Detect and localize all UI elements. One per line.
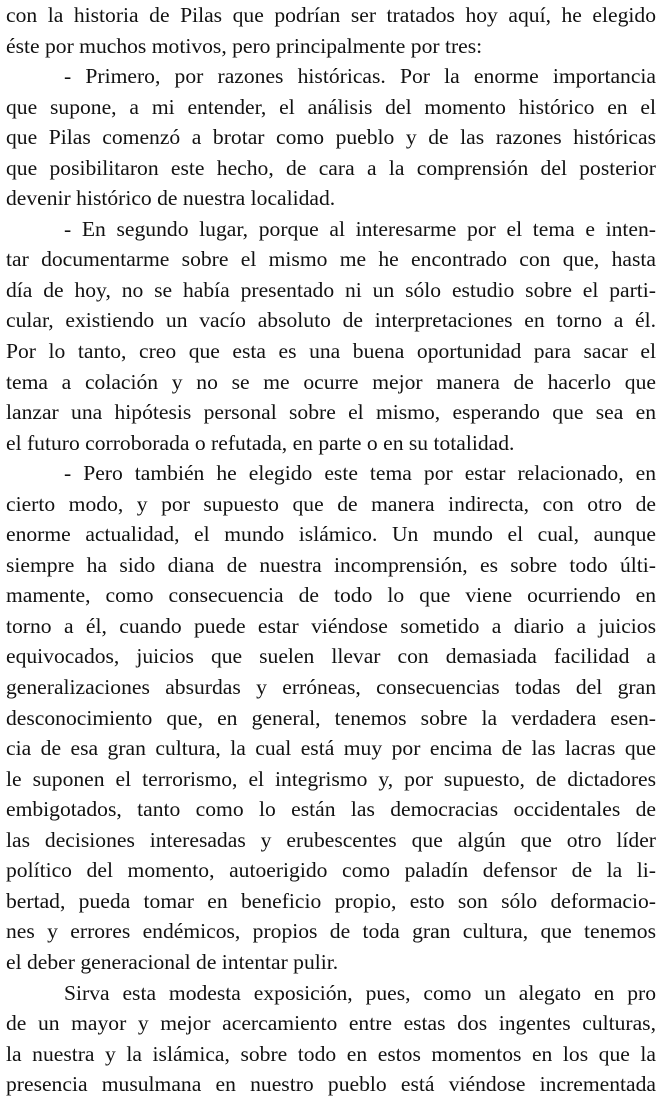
text-line: - En segundo lugar, porque al interesarme por el tema e inten- bbox=[64, 216, 656, 241]
document-page bbox=[6, 0, 656, 1100]
text-line: cular, existiendo un vacío absoluto de interpretaciones en torno a él. bbox=[6, 308, 656, 333]
text-line: día de hoy, no se había presentado ni un sólo estudio sobre el parti- bbox=[6, 277, 656, 302]
text-line: torno a él, cuando puede estar viéndose sometido a diario a juicios bbox=[6, 613, 656, 638]
text-line: que supone, a mi entender, el análisis del momento histórico en el bbox=[6, 94, 656, 119]
text-line: presencia musulmana en nuestro pueblo está viéndose incrementada bbox=[6, 1072, 656, 1097]
text-line: devenir histórico de nuestra localidad. bbox=[6, 186, 336, 211]
text-line: éste por muchos motivos, pero principalmente por tres: bbox=[6, 33, 483, 58]
text-line: generalizaciones absurdas y erróneas, consecuencias todas del gran bbox=[6, 675, 656, 700]
text-line: que posibilitaron este hecho, de cara a la comprensión del posterior bbox=[6, 155, 656, 180]
text-line: le suponen el terrorismo, el integrismo y, por supuesto, de dictadores bbox=[6, 766, 656, 791]
text-line: enorme actualidad, el mundo islámico. Un mundo el cual, aunque bbox=[6, 522, 656, 547]
text-line: - Pero también he elegido este tema por estar relacionado, en bbox=[64, 461, 656, 486]
text-line: con la historia de Pilas que podrían ser tratados hoy aquí, he elegido bbox=[6, 3, 656, 27]
text-line: político del momento, autoerigido como paladín defensor de la li- bbox=[6, 858, 656, 883]
text-line: - Primero, por razones históricas. Por la enorme importancia bbox=[64, 64, 656, 89]
text-line: las decisiones interesadas y erubescentes que algún que otro líder bbox=[6, 827, 656, 852]
text-line: desconocimiento que, en general, tenemos sobre la verdadera esen- bbox=[6, 705, 656, 730]
text-line: de un mayor y mejor acercamiento entre estas dos ingentes culturas, bbox=[6, 1011, 656, 1036]
text-line: tar documentarme sobre el mismo me he encontrado con que, hasta bbox=[6, 247, 656, 272]
text-line: tema a colación y no se me ocurre mejor manera de hacerlo que bbox=[6, 369, 656, 394]
text-line: embigotados, tanto como lo están las democracias occidentales de bbox=[6, 797, 656, 822]
text-line: el futuro corroborada o refutada, en parte o en su totalidad. bbox=[6, 430, 515, 455]
text-line: Sirva esta modesta exposición, pues, como un alegato en pro bbox=[64, 980, 656, 1005]
text-line: que Pilas comenzó a brotar como pueblo y de las razones históricas bbox=[6, 125, 656, 150]
text-line: mamente, como consecuencia de todo lo que viene ocurriendo en bbox=[6, 583, 656, 608]
text-line: el deber generacional de intentar pulir. bbox=[6, 949, 339, 974]
text-line: cierto modo, y por supuesto que de manera indirecta, con otro de bbox=[6, 491, 656, 516]
text-line: lanzar una hipótesis personal sobre el mismo, esperando que sea en bbox=[6, 400, 656, 425]
text-line: la nuestra y la islámica, sobre todo en estos momentos en los que la bbox=[6, 1041, 656, 1066]
text-line: Por lo tanto, creo que esta es una buena oportunidad para sacar el bbox=[6, 339, 656, 364]
text-line: nes y errores endémicos, propios de toda gran cultura, que tenemos bbox=[6, 919, 656, 944]
text-line: bertad, pueda tomar en beneficio propio, esto son sólo deformacio- bbox=[6, 888, 656, 913]
text-line: cia de esa gran cultura, la cual está muy por encima de las lacras que bbox=[6, 736, 656, 761]
text-line: equivocados, juicios que suelen llevar con demasiada facilidad a bbox=[6, 644, 656, 669]
text-line: siempre ha sido diana de nuestra incomprensión, es sobre todo últi- bbox=[6, 552, 656, 577]
